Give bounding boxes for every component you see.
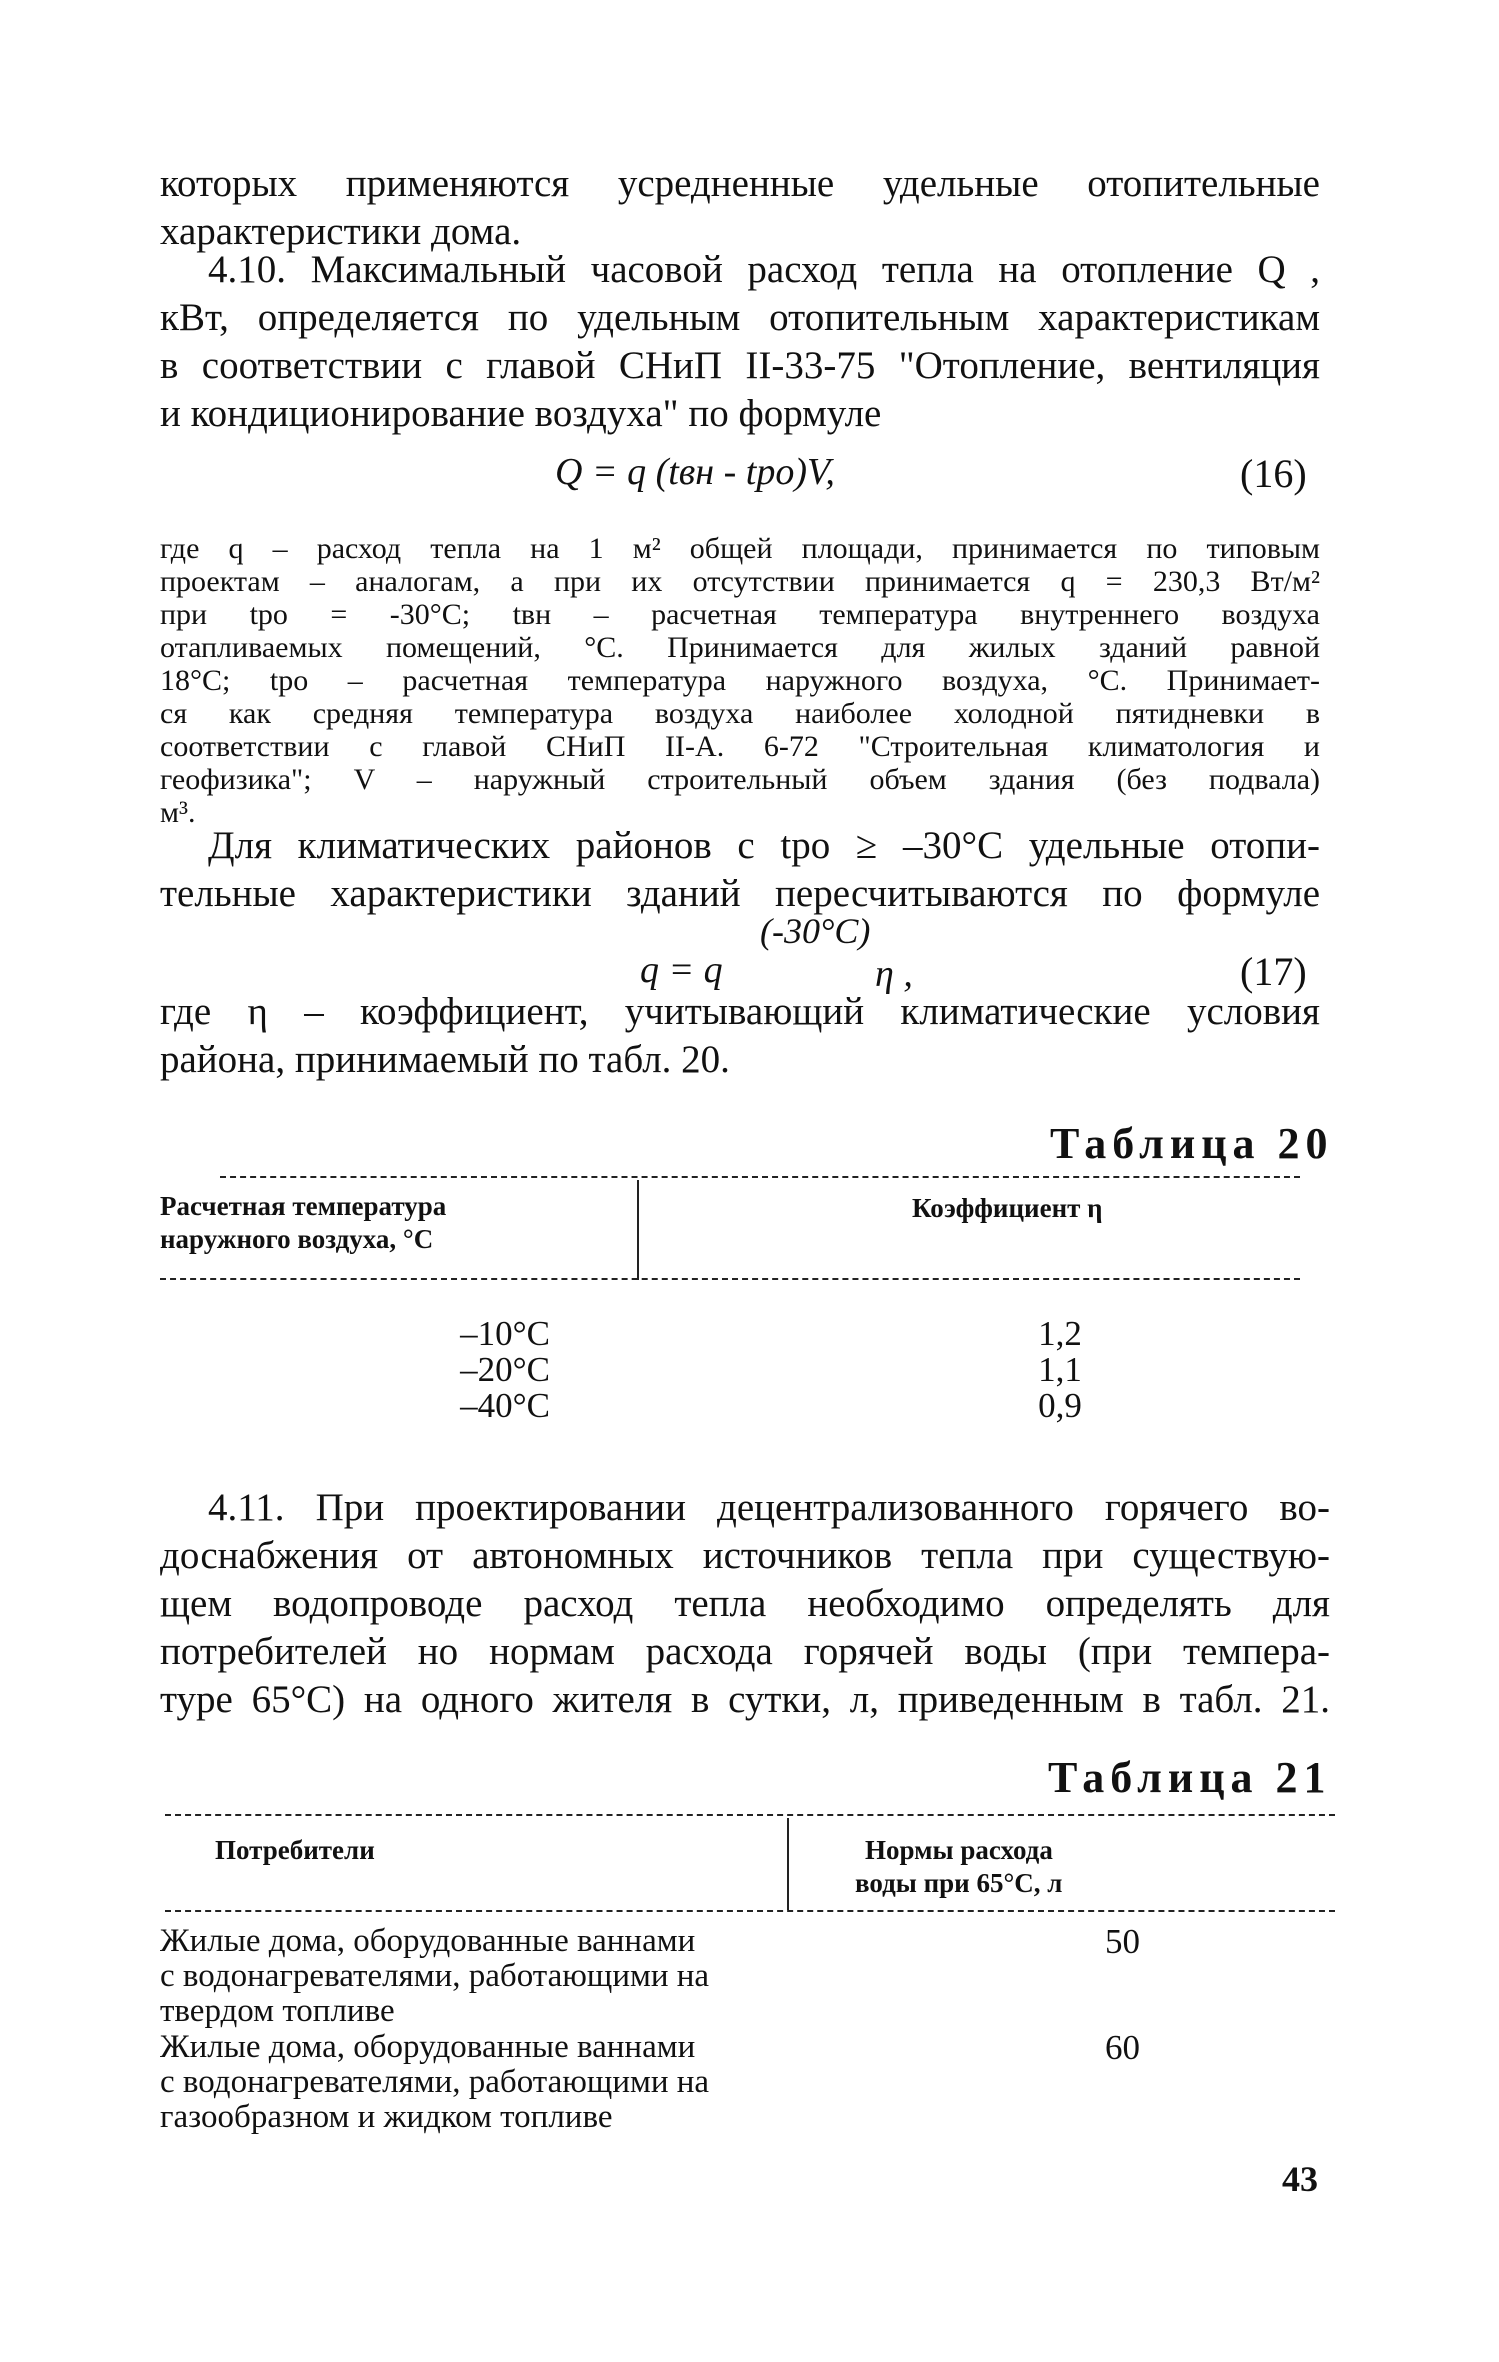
where16-line-4: отапливаемых помещений, °С. Принимается для жилых зданий равной <box>160 631 1320 664</box>
where17-line-2: района, принимаемый по табл. 20. <box>160 1038 730 1081</box>
where17-line-1: где η – коэффициент, учитывающий климатические условия <box>160 990 1320 1033</box>
s411-line-2: доснабжения от автономных источников тепла при существую- <box>160 1534 1330 1577</box>
table-20-column-divider <box>637 1180 639 1280</box>
s411-line-3: щем водопроводе расход тепла необходимо определять для <box>160 1582 1330 1625</box>
table-20-top-rule <box>220 1176 1300 1178</box>
intro-paragraph <box>160 160 1320 256</box>
table-20-header-line-2: наружного воздуха, °С <box>160 1224 434 1254</box>
table-20-coef-1: 1,2 <box>1038 1314 1082 1353</box>
intro-line-1: которых применяются усредненные удельные отопительные <box>160 162 1320 205</box>
where16-line-7: соответствии с главой СНиП II-А. 6-72 "Строительная климатология и <box>160 730 1320 763</box>
s411-line-5: туре 65°С) на одного жителя в сутки, л, приведенным в табл. 21. <box>160 1678 1330 1721</box>
table-20-caption: Таблица 20 <box>1050 1119 1334 1168</box>
where16-line-1: где q – расход тепла на 1 м² общей площади, принимается по типовым <box>160 532 1320 565</box>
s411-line-4: потребителей но нормам расхода горячей воды (при темпера- <box>160 1630 1330 1673</box>
climate-paragraph <box>160 822 1320 918</box>
table-21-header-norms <box>855 1834 1062 1900</box>
table-21-row-2-line-2: с водонагревателями, работающими на <box>160 2064 710 2100</box>
formula-17-tail: η , <box>875 953 913 995</box>
table-21-header-line-2: воды при 65°С, л <box>855 1868 1063 1898</box>
table-21-row-2-value: 60 <box>1105 2028 1140 2067</box>
climate-line-1: Для климатических районов с tро ≥ –30°С удельные отопи- <box>208 824 1320 867</box>
s410-line-1: 4.10. Максимальный часовой расход тепла на отопление Q , <box>208 248 1320 291</box>
table-21-row-1-line-2: с водонагревателями, работающими на <box>160 1958 710 1994</box>
section-4-11 <box>160 1484 1330 1724</box>
climate-line-2: тельные характеристики зданий пересчитываются по формуле <box>160 872 1320 915</box>
table-20-temp-3: –40°С <box>460 1386 550 1425</box>
table-20-header-temperature <box>160 1190 446 1256</box>
where16-line-9: м³. <box>160 796 196 829</box>
table-20-temp-2: –20°С <box>460 1350 550 1389</box>
table-21-header-rule <box>165 1910 1335 1912</box>
s411-line-1: 4.11. При проектировании децентрализованного горячего во- <box>208 1486 1330 1529</box>
where16-line-8: геофизика"; V – наружный строительный объем здания (без подвала) <box>160 763 1320 796</box>
formula-16-number: (16) <box>1240 451 1307 496</box>
table-20-row <box>400 1316 550 1424</box>
section-4-10 <box>160 246 1320 438</box>
s410-line-2: кВт, определяется по удельным отопительным характеристикам <box>160 296 1320 339</box>
where16-line-2: проектам – аналогам, а при их отсутствии принимается q = 230,3 Вт/м² <box>160 565 1320 598</box>
formula-17: q = q <box>640 949 723 991</box>
table-20-coef-2: 1,1 <box>1038 1350 1082 1389</box>
table-21-row-1-line-1: Жилые дома, оборудованные ваннами <box>160 1923 696 1959</box>
formula-16: Q = q (tвн - tро)V, <box>555 451 835 493</box>
where16-line-5: 18°С; tро – расчетная температура наружного воздуха, °С. Принимает- <box>160 664 1320 697</box>
table-20-row <box>1020 1316 1100 1424</box>
intro-line-2: характеристики дома. <box>160 210 522 253</box>
table-row <box>160 2030 780 2135</box>
table-21-row-1-line-3: твердом топливе <box>160 1993 395 2029</box>
table-20-header-coefficient: Коэффициент η <box>912 1193 1103 1223</box>
formula-17-explanation <box>160 988 1320 1084</box>
table-20-temp-1: –10°С <box>460 1314 550 1353</box>
formula-17-superscript: (-30°С) <box>760 911 871 951</box>
table-row <box>160 1924 780 2029</box>
table-21-row-1-value: 50 <box>1105 1922 1140 1961</box>
table-21-row-2-line-1: Жилые дома, оборудованные ваннами <box>160 2029 696 2065</box>
where16-line-3: при tро = -30°С; tвн – расчетная температура внутреннего воздуха <box>160 598 1320 631</box>
formula-16-explanation <box>160 532 1320 829</box>
table-21-column-divider <box>787 1818 789 1910</box>
table-21-header-consumers: Потребители <box>215 1835 375 1865</box>
s410-line-3: в соответствии с главой СНиП II-33-75 "Отопление, вентиляция <box>160 344 1320 387</box>
formula-17-number: (17) <box>1240 949 1307 994</box>
table-21-top-rule <box>165 1814 1335 1816</box>
table-20-coef-3: 0,9 <box>1038 1386 1082 1425</box>
table-21-header-line-1: Нормы расхода <box>865 1835 1053 1865</box>
table-21-row-2-line-3: газообразном и жидком топливе <box>160 2099 613 2135</box>
where16-line-6: ся как средняя температура воздуха наиболее холодной пятидневки в <box>160 697 1320 730</box>
table-21-caption: Таблица 21 <box>1048 1753 1332 1802</box>
table-20-header-rule <box>160 1278 1300 1280</box>
page-number: 43 <box>1282 2159 1318 2199</box>
s410-line-4: и кондиционирование воздуха" по формуле <box>160 392 882 435</box>
table-20-header-line-1: Расчетная температура <box>160 1191 447 1221</box>
